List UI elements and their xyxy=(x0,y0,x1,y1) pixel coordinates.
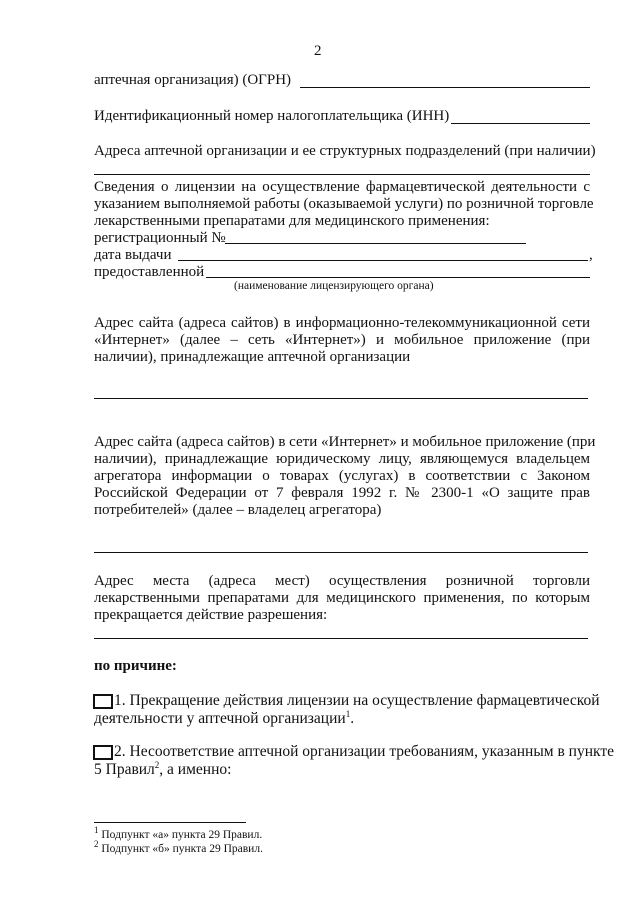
reason1-line1: 1. Прекращение действия лицензии на осуществление фармацевтической xyxy=(114,692,600,709)
footnote-2-num: 2 xyxy=(94,839,99,850)
footnote-1 xyxy=(94,825,263,841)
license-text-line3: лекарственными препаратами для медицинского применения: xyxy=(94,213,490,229)
footnote-2 xyxy=(94,839,263,855)
site-pharmacy-line1: Адрес сайта (адреса сайтов) в информационно-телекоммуникационной сети xyxy=(94,315,590,331)
reason1-checkbox[interactable] xyxy=(93,694,113,709)
footnote-ref-1: 1 xyxy=(345,708,351,719)
trade-place-line2: лекарственными препаратами для медицинского применения, по которым xyxy=(94,590,590,606)
issuer-caption: (наименование лицензирующего органа) xyxy=(234,280,434,292)
trade-place-line3: прекращается действие разрешения: xyxy=(94,607,328,623)
site-aggregator-field[interactable] xyxy=(94,552,588,553)
reason-heading: по причине: xyxy=(94,658,177,674)
site-pharmacy-line2: «Интернет» (далее – сеть «Интернет») и мобильное приложение (при xyxy=(94,332,590,348)
reg-number-field[interactable] xyxy=(225,243,526,244)
site-aggregator-line4: Российской Федерации от 7 февраля 1992 г. № 2300-1 «О защите прав xyxy=(94,485,590,501)
issuer-label: предоставленной xyxy=(94,264,205,280)
reg-number-label: регистрационный № xyxy=(94,230,226,246)
reason1-line2 xyxy=(94,710,354,728)
reason2-line1: 2. Несоответствие аптечной организации требованиям, указанным в пункте xyxy=(114,743,614,760)
site-aggregator-line2: наличии), принадлежащие юридическому лицу, являющемуся владельцем xyxy=(94,451,590,467)
footnote-1-text: Подпункт «а» пункта 29 Правил. xyxy=(101,829,263,841)
issuer-field[interactable] xyxy=(206,277,590,278)
issue-date-field[interactable] xyxy=(178,260,588,261)
site-pharmacy-line3: наличии), принадлежащие аптечной организации xyxy=(94,349,411,365)
inn-label: Идентификационный номер налогоплательщика (ИНН) xyxy=(94,108,450,124)
inn-field[interactable] xyxy=(451,123,590,124)
reason1-text: деятельности у аптечной организации xyxy=(94,710,346,727)
address-field[interactable] xyxy=(94,174,590,175)
reason2-checkbox[interactable] xyxy=(93,745,113,760)
footnote-separator xyxy=(94,822,246,823)
trade-place-line1: Адрес места (адреса мест) осуществления розничной торговли xyxy=(94,573,590,589)
ogrn-label: аптечная организация) (ОГРН) xyxy=(94,72,292,88)
site-aggregator-line3: агрегатора информации о товарах (услугах) в соответствии с Законом xyxy=(94,468,590,484)
issue-date-label: дата выдачи xyxy=(94,247,172,263)
site-aggregator-line1: Адрес сайта (адреса сайтов) в сети «Интернет» и мобильное приложение (при xyxy=(94,434,596,450)
address-label: Адреса аптечной организации и ее структурных подразделений (при наличии) xyxy=(94,143,596,159)
footnote-1-num: 1 xyxy=(94,825,99,836)
page-number: 2 xyxy=(314,43,322,59)
license-text-line2: указанием выполняемой работы (оказываемой услуги) по розничной торговле xyxy=(94,196,594,212)
ogrn-field[interactable] xyxy=(300,87,590,88)
issue-date-comma: , xyxy=(589,247,593,263)
reason2-end: , а именно: xyxy=(159,761,232,778)
site-aggregator-line5: потребителей» (далее – владелец агрегатора) xyxy=(94,502,382,518)
reason2-line2 xyxy=(94,761,231,779)
license-text-line1: Сведения о лицензии на осуществление фармацевтической деятельности с xyxy=(94,179,590,195)
footnote-2-text: Подпункт «б» пункта 29 Правил. xyxy=(101,843,263,855)
site-pharmacy-field[interactable] xyxy=(94,398,588,399)
reason1-end: . xyxy=(350,710,355,727)
trade-place-field[interactable] xyxy=(94,638,588,639)
reason2-text: 5 Правил xyxy=(94,761,155,778)
footnote-ref-2: 2 xyxy=(154,759,160,770)
